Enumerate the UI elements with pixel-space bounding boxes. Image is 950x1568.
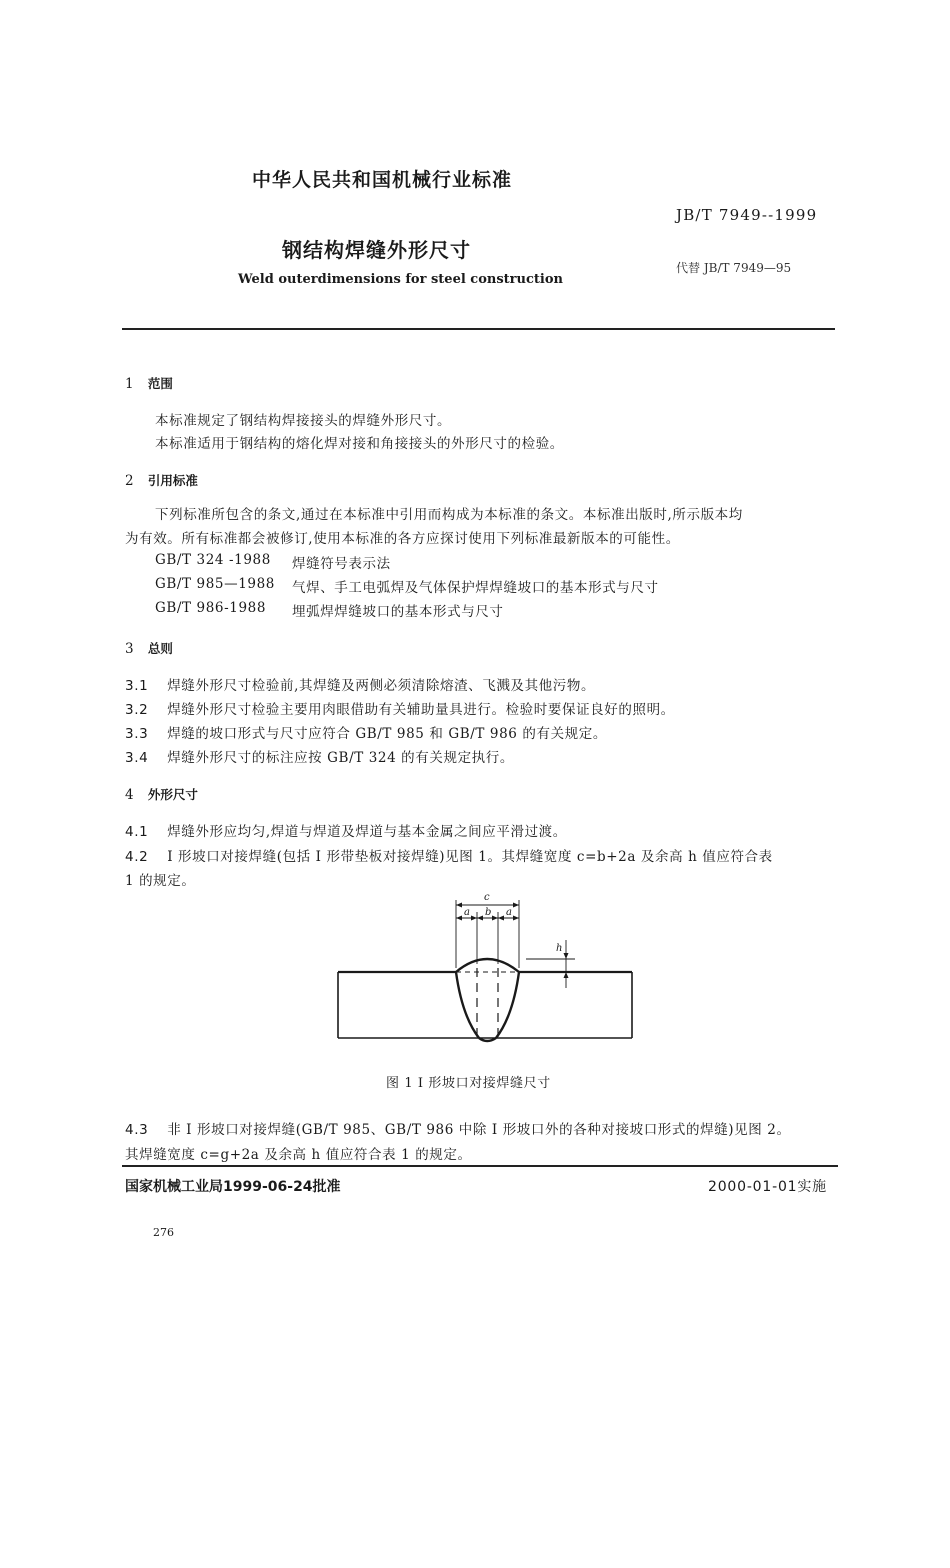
section-title: 范围 [147,376,173,391]
section-number: 4 [125,787,134,803]
section-2-heading [125,471,198,489]
clause-number: 3.4 [125,750,149,766]
arrow-head [498,916,504,921]
clause-number: 3.1 [125,678,149,694]
weld-reinforcement [456,959,519,972]
section-title: 总则 [147,641,173,656]
reference-title: 埋弧焊焊缝坡口的基本形式与尺寸 [292,604,504,620]
arrow-head [477,916,483,921]
clause-text: 焊缝外形尺寸的标注应按 GB/T 324 的有关规定执行。 [167,750,514,766]
clause-text: I 形坡口对接焊缝(包括 I 形带垫板对接焊缝)见图 1。其焊缝宽度 c=b+2a 及余高 h 值应符合表 [167,849,773,865]
effective-date: 2000-01-01实施 [708,1179,827,1195]
label-a: a [506,907,512,918]
section-1-para-2: 本标准适用于钢结构的熔化焊对接和角接接头的外形尺寸的检验。 [155,436,564,452]
standard-number: JB/T 7949--1999 [676,206,818,224]
label-c: c [484,892,490,903]
clause-text: 焊缝外形尺寸检验主要用肉眼借助有关辅助量具进行。检验时要保证良好的照明。 [167,702,675,718]
clause-4-3-continued: 其焊缝宽度 c=g+2a 及余高 h 值应符合表 1 的规定。 [125,1147,472,1163]
clause-4-2 [125,845,773,865]
arrow-head [513,903,519,908]
weld-side-left [456,972,479,1038]
reference-code: GB/T 324 -1988 [155,552,271,568]
clause-text: 焊缝外形尺寸检验前,其焊缝及两侧必须清除熔渣、飞溅及其他污物。 [167,678,596,694]
clause-text: 焊缝外形应均匀,焊道与焊道及焊道与基本金属之间应平滑过渡。 [167,824,567,840]
arrow-head [513,916,519,921]
clause-text: 焊缝的坡口形式与尺寸应符合 GB/T 985 和 GB/T 986 的有关规定。 [167,726,607,742]
clause-3-1 [125,674,595,694]
title-cn: 钢结构焊缝外形尺寸 [282,238,471,262]
clause-number: 3.3 [125,726,149,742]
clause-number: 4.3 [125,1122,149,1138]
title-en: Weld outerdimensions for steel construction [238,272,563,287]
clause-4-2-continued: 1 的规定。 [125,873,196,889]
clause-3-2 [125,698,675,718]
section-number: 3 [125,641,134,657]
reference-code: GB/T 985—1988 [155,576,275,592]
reference-title: 气焊、手工电弧焊及气体保护焊焊缝坡口的基本形式与尺寸 [292,580,659,596]
section-2-para-line-1: 下列标准所包含的条文,通过在本标准中引用而构成为本标准的条文。本标准出版时,所示版本均 [155,507,743,523]
footer-rule [122,1165,838,1167]
reference-item [155,576,275,592]
replaces-note: 代替 JB/T 7949—95 [676,261,792,275]
label-h: h [556,943,563,954]
arrow-head [564,953,569,959]
section-4-heading [125,785,198,803]
reference-item [155,600,266,616]
section-1-para-1: 本标准规定了钢结构焊接接头的焊缝外形尺寸。 [155,413,452,429]
reference-title: 焊缝符号表示法 [292,556,391,572]
section-number: 1 [125,376,134,392]
section-3-heading [125,639,173,657]
label-b: b [485,907,492,918]
section-title: 引用标准 [147,473,198,488]
clause-3-4 [125,746,514,766]
section-title: 外形尺寸 [147,787,198,802]
approval-note: 国家机械工业局1999-06-24批准 [125,1179,341,1195]
figure-1-weld-diagram [330,888,640,1058]
label-a: a [464,907,470,918]
arrow-head [492,916,498,921]
clause-4-3 [125,1118,791,1138]
section-2-para-line-2: 为有效。所有标准都会被修订,使用本标准的各方应探讨使用下列标准最新版本的可能性。 [125,531,680,547]
org-title: 中华人民共和国机械行业标准 [252,169,513,191]
clause-number: 4.1 [125,824,149,840]
clause-number: 3.2 [125,702,149,718]
clause-text: 非 I 形坡口对接焊缝(GB/T 985、GB/T 986 中除 I 形坡口外的各种对接坡口形式的焊缝)见图 2。 [167,1122,791,1138]
arrow-head [456,916,462,921]
reference-item [155,552,271,568]
weld-side-right [496,972,519,1038]
arrow-head [456,903,462,908]
section-1-heading [125,374,173,392]
clause-number: 4.2 [125,849,149,865]
figure-1-caption: 图 1 I 形坡口对接焊缝尺寸 [386,1076,551,1091]
section-number: 2 [125,473,134,489]
clause-3-3 [125,722,607,742]
arrow-head [471,916,477,921]
clause-4-1 [125,820,567,840]
header-rule [122,328,835,330]
reference-code: GB/T 986-1988 [155,600,267,616]
page-number: 276 [153,1226,174,1239]
